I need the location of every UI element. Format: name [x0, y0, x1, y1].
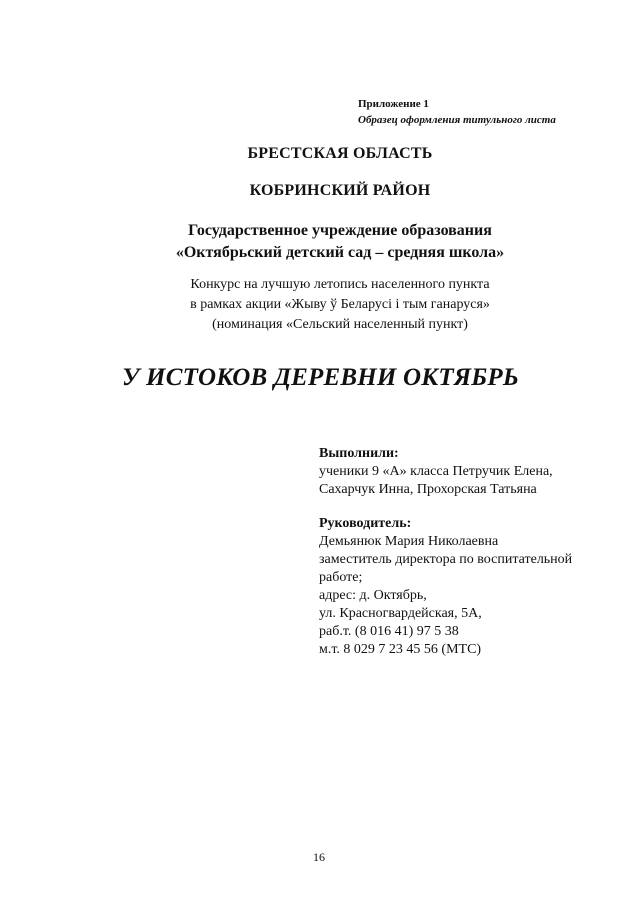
institution-line-2: «Октябрьский детский сад – средняя школа»	[175, 244, 505, 261]
contest-line-3: (номинация «Сельский населенный пункт)	[212, 317, 468, 332]
supervisor-block	[319, 515, 619, 659]
contest-description	[60, 275, 620, 335]
supervisor-heading: Руководитель:	[319, 516, 412, 531]
region-heading: БРЕСТСКАЯ ОБЛАСТЬ	[247, 145, 433, 162]
supervisor-mobile-phone: м.т. 8 029 7 23 45 56 (МТС)	[319, 642, 482, 657]
performers-line-1: ученики 9 «А» класса Петручик Елена,	[319, 464, 553, 479]
district-heading: КОБРИНСКИЙ РАЙОН	[249, 182, 431, 199]
appendix-label: Приложение 1	[358, 98, 429, 110]
performers-heading: Выполнили:	[319, 446, 399, 461]
document-title: У ИСТОКОВ ДЕРЕВНИ ОКТЯБРЬ	[122, 364, 519, 391]
contest-line-2: в рамках акции «Жыву ў Беларусі і тым ганаруся»	[190, 297, 490, 312]
supervisor-work-phone: раб.т. (8 016 41) 97 5 38	[319, 624, 459, 639]
appendix-subtitle: Образец оформления титульного листа	[358, 114, 556, 126]
institution-line-1: Государственное учреждение образования	[188, 222, 492, 239]
appendix-note	[358, 96, 628, 128]
supervisor-address-2: ул. Красногвардейская, 5А,	[319, 606, 482, 621]
supervisor-address-1: адрес: д. Октябрь,	[319, 588, 427, 603]
institution-name	[60, 220, 620, 264]
performers-line-2: Сахарчук Инна, Прохорская Татьяна	[319, 482, 537, 497]
supervisor-position-1: заместитель директора по воспитательной	[319, 552, 573, 567]
performers-block	[319, 445, 619, 499]
supervisor-position-2: работе;	[319, 570, 363, 585]
page-number: 16	[313, 850, 325, 864]
contest-line-1: Конкурс на лучшую летопись населенного пункта	[190, 277, 490, 292]
supervisor-name: Демьянюк Мария Николаевна	[319, 534, 499, 549]
